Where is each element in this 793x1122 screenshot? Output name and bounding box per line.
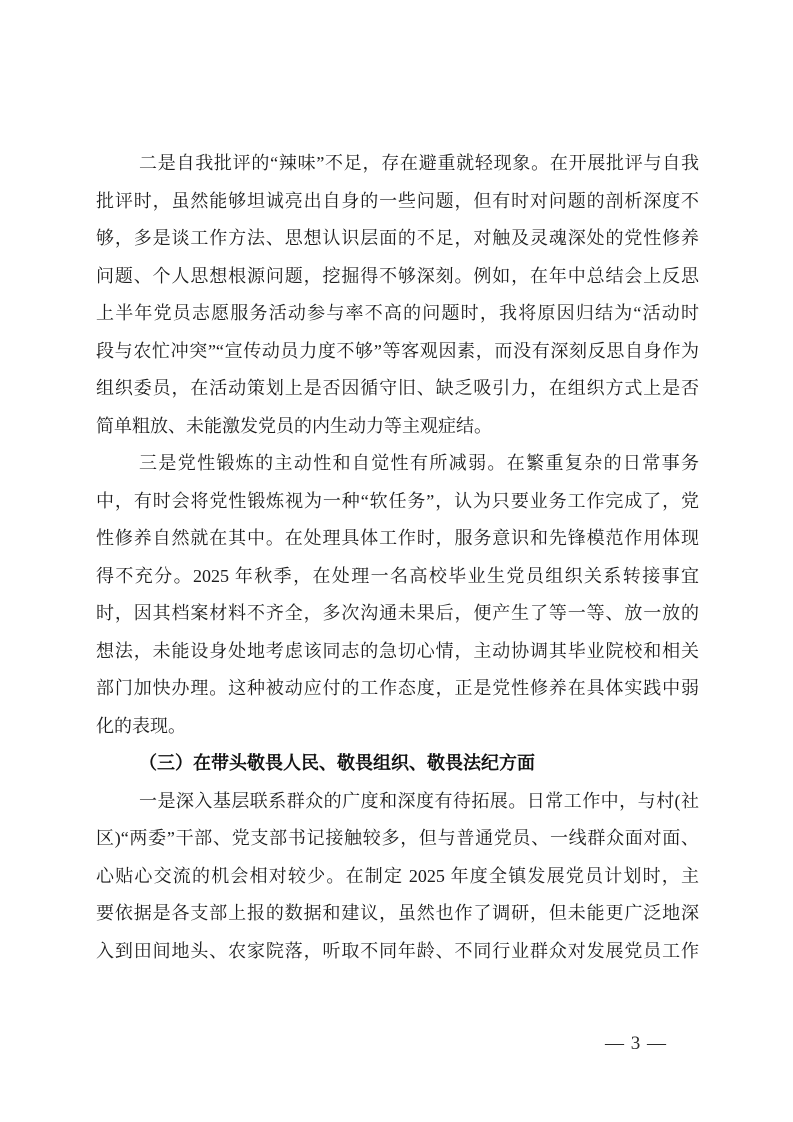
section-heading: （三）在带头敬畏人民、敬畏组织、敬畏法纪方面: [139, 753, 535, 773]
text-line: 二是自我批评的“辣味”不足，存在避重就轻现象。在开展批评与自我: [139, 153, 699, 173]
text-line: 想法，未能设身处地考虑该同志的急切心情，主动协调其毕业院校和相关: [96, 640, 699, 661]
text-line: 入到田间地头、农家院落，听取不同年龄、不同行业群众对发展党员工作: [96, 940, 699, 961]
text-line: 批评时，虽然能够坦诚亮出自身的一些问题，但有时对问题的剖析深度不: [96, 190, 699, 211]
text-line: 要依据是各支部上报的数据和建议，虽然也作了调研，但未能更广泛地深: [96, 903, 699, 923]
document-body: [96, 145, 699, 970]
text-line: 段与农忙冲突”“宣传动员力度不够”等客观因素，而没有深刻反思自身作为: [96, 340, 699, 361]
text-line: 组织委员，在活动策划上是否因循守旧、缺乏吸引力，在组织方式上是否: [96, 378, 699, 398]
text-line: 性修养自然就在其中。在处理具体工作时，服务意识和先锋模范作用体现: [96, 528, 699, 548]
text-line: 中，有时会将党性锻炼视为一种“软任务”，认为只要业务工作完成了，党: [96, 490, 699, 511]
text-line: 问题、个人思想根源问题，挖掘得不够深刻。例如，在年中总结会上反思: [96, 265, 699, 286]
text-line: 区)“两委”干部、党支部书记接触较多，但与普通党员、一线群众面对面、: [96, 828, 699, 848]
text-line: 一是深入基层联系群众的广度和深度有待拓展。日常工作中，与村(社: [139, 790, 699, 811]
page-number: — 3 —: [605, 1033, 667, 1054]
text-line: 化的表现。: [96, 715, 186, 736]
text-line: 时，因其档案材料不齐全，多次沟通未果后，便产生了等一等、放一放的: [96, 603, 699, 623]
text-line: 够，多是谈工作方法、思想认识层面的不足，对触及灵魂深处的党性修养: [96, 228, 699, 248]
text-line: 部门加快办理。这种被动应付的工作态度，正是党性修养在具体实践中弱: [96, 678, 699, 698]
text-line: 得不充分。2025 年秋季，在处理一名高校毕业生党员组织关系转接事宜: [96, 565, 699, 586]
text-line: 上半年党员志愿服务活动参与率不高的问题时，我将原因归结为“活动时: [96, 303, 699, 323]
text-line: 简单粗放、未能激发党员的内生动力等主观症结。: [96, 415, 492, 436]
text-line: 三是党性锻炼的主动性和自觉性有所减弱。在繁重复杂的日常事务: [139, 453, 699, 473]
text-line: 心贴心交流的机会相对较少。在制定 2025 年度全镇发展党员计划时，主: [96, 865, 699, 886]
